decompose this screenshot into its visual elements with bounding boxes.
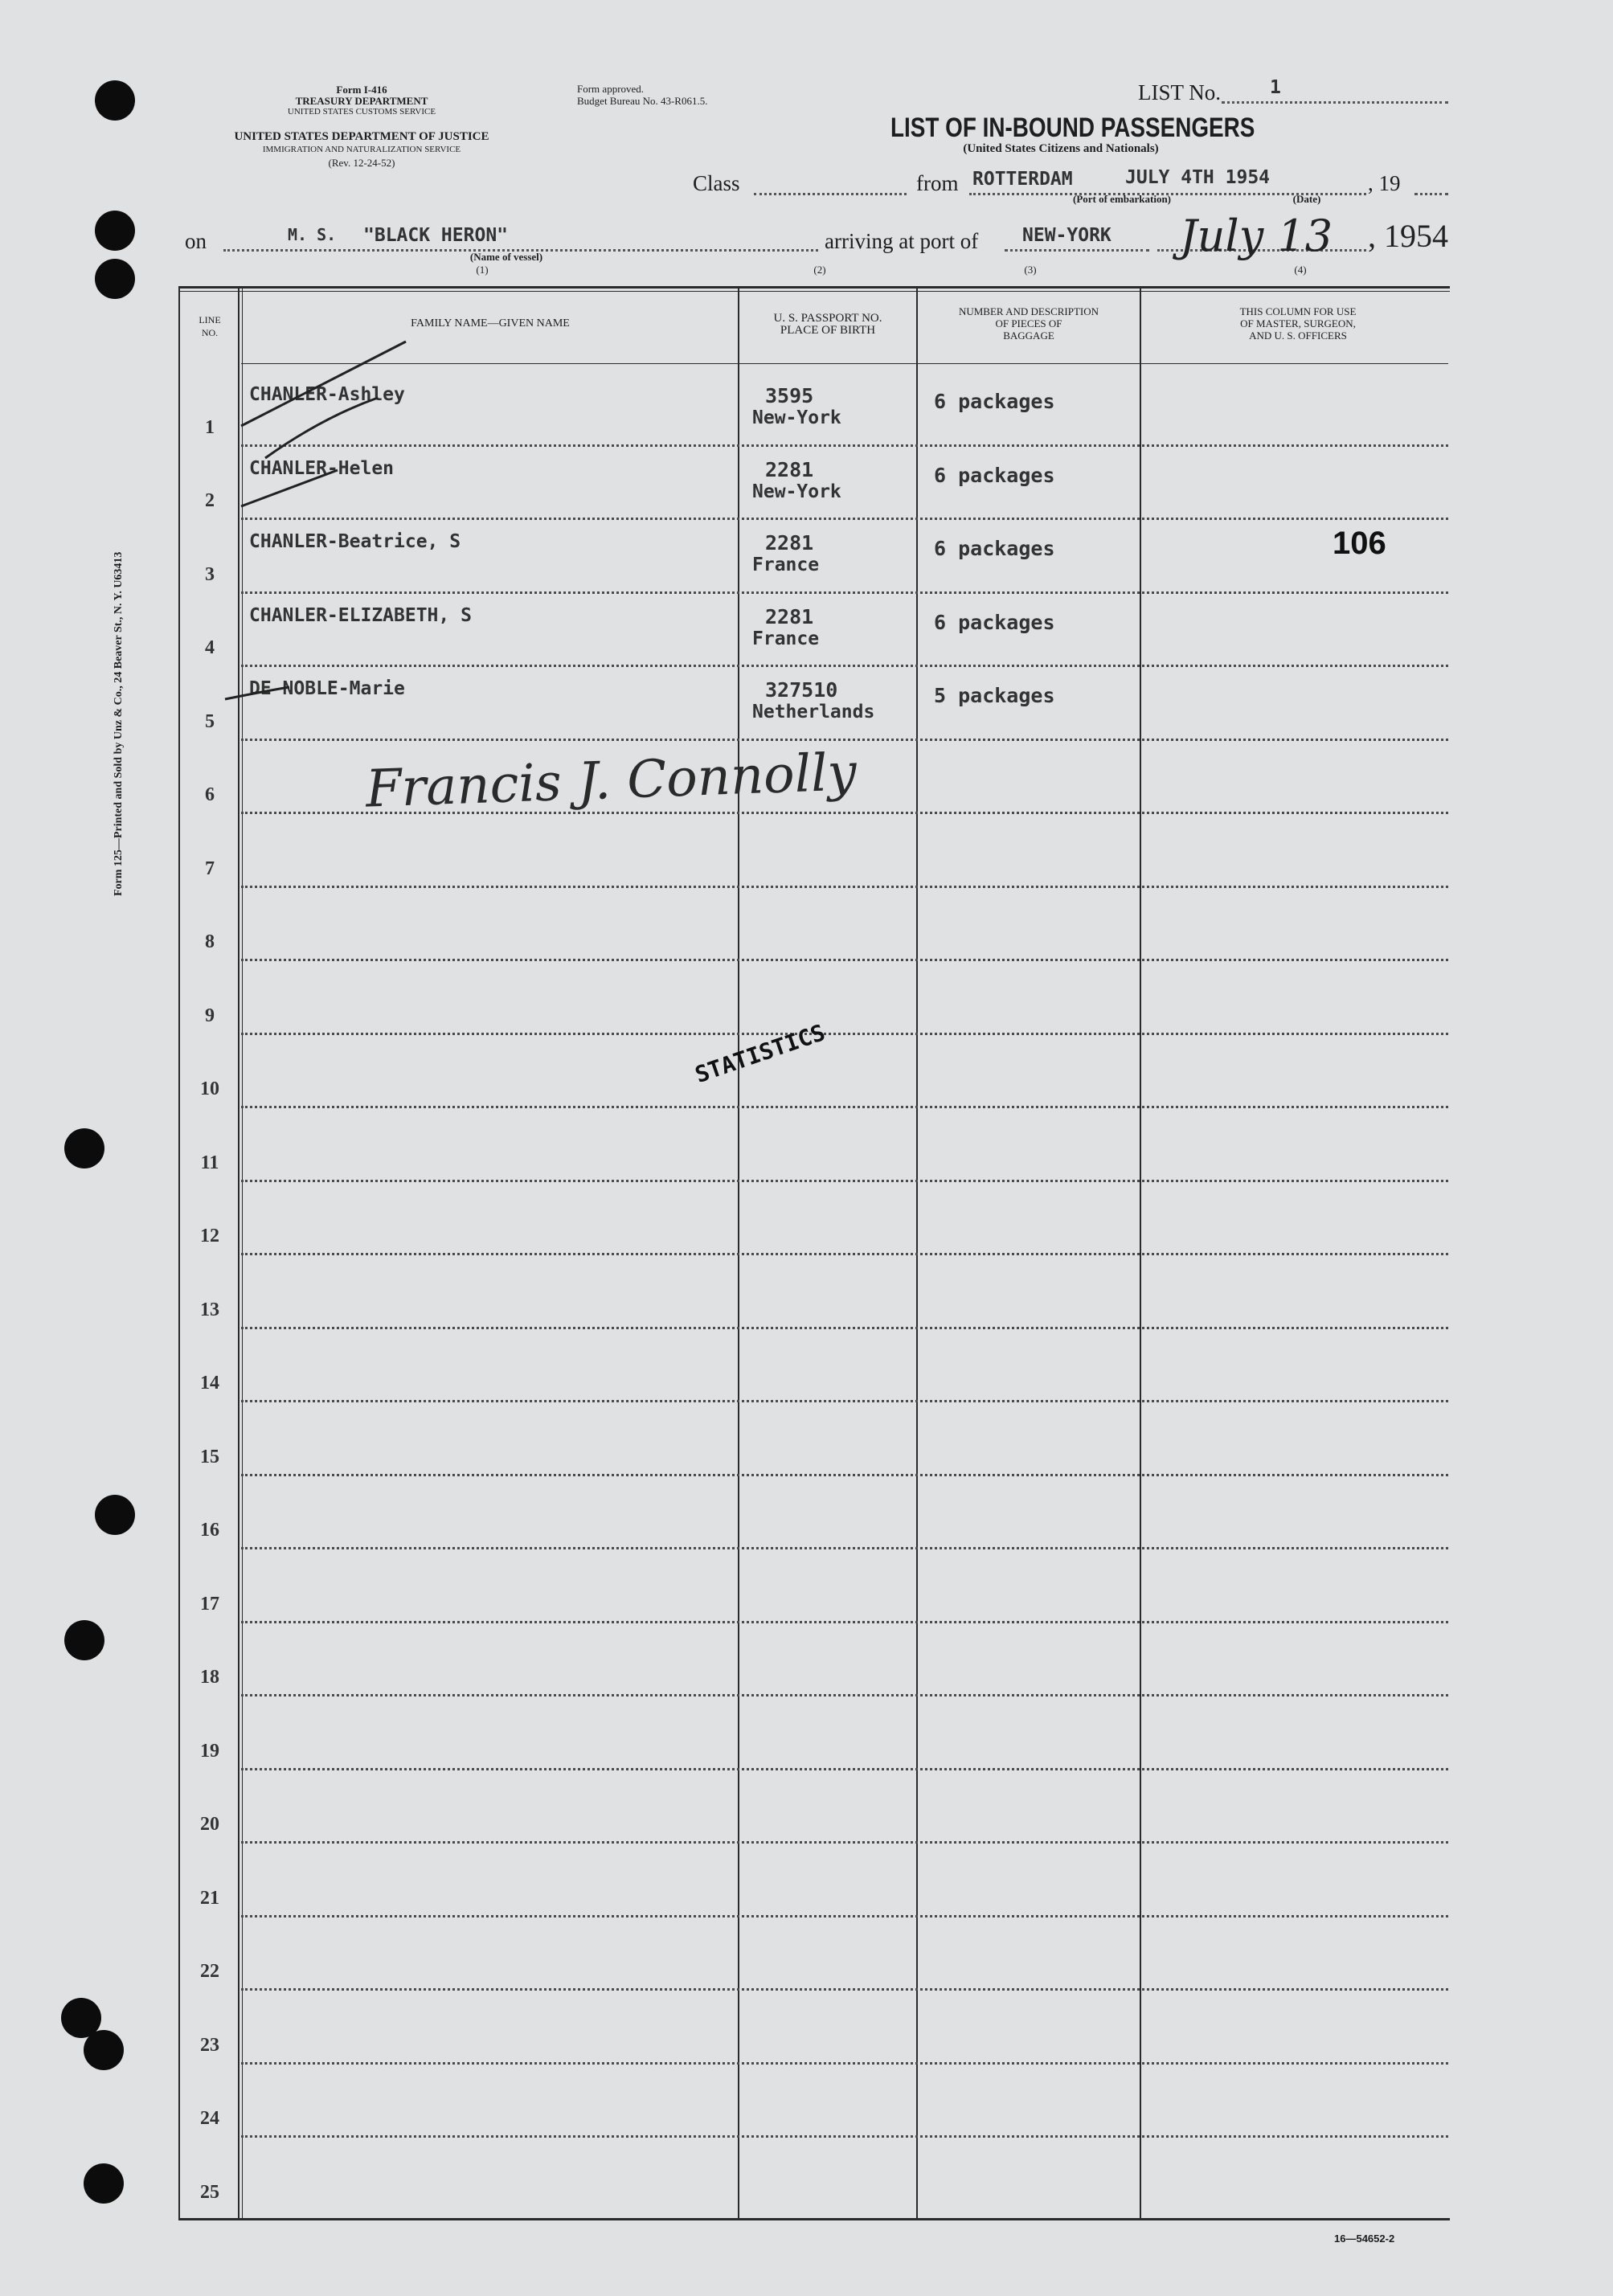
line-number: 1 [205,416,215,438]
passenger-name: DE NOBLE-Marie [249,678,405,699]
caption-4: (4) [1294,264,1307,276]
arrival-port: NEW-YORK [1022,225,1111,246]
line-number: 4 [205,637,215,658]
line-number: 25 [200,2181,219,2203]
line-number: 21 [200,1887,219,1909]
revision: (Rev. 12-24-52) [328,157,395,169]
arrival-date: July 13 [1180,211,1333,261]
embarkation-date: JULY 4TH 1954 [1125,167,1271,188]
vessel-caption: (Name of vessel) [469,251,543,263]
date-caption: (Date) [1292,193,1321,205]
caption-2: (2) [813,264,826,276]
line-number: 5 [205,710,215,732]
passenger-name: CHANLER-Helen [249,457,395,479]
line-number: 19 [200,1740,219,1762]
check-mark [241,342,406,426]
header-officers-1: THIS COLUMN FOR USE [1239,305,1357,317]
line-number: 15 [200,1446,219,1467]
check-mark [265,398,378,458]
line-number: 8 [205,931,215,952]
header-passport: U. S. PASSPORT NO. [773,312,882,325]
treasury-dept: TREASURY DEPARTMENT [295,95,428,107]
form-number: Form I-416 [336,84,387,96]
passport-number: 327510 [765,678,838,702]
line-number: 9 [205,1005,215,1026]
baggage-description: 6 packages [934,537,1055,560]
line-number: 18 [200,1667,219,1688]
class-label: Class [693,171,740,195]
passenger-name: CHANLER-ELIZABETH, S [249,604,472,626]
place-of-birth: France [752,555,820,575]
place-of-birth: New-York [752,481,841,502]
passport-number: 2281 [765,604,814,628]
port-of-embarkation: ROTTERDAM [972,169,1073,190]
header-officers-2: OF MASTER, SURGEON, [1240,317,1356,329]
passport-number: 2281 [765,531,814,555]
header-line-no: LINE NO. [199,314,221,338]
line-number: 10 [200,1078,219,1099]
passenger-name: CHANLER-Ashley [249,384,405,405]
ins-service: IMMIGRATION AND NATURALIZATION SERVICE [262,145,461,154]
form-approved: Form approved. [577,83,645,95]
customs-service: UNITED STATES CUSTOMS SERVICE [287,107,436,117]
passenger-name: CHANLER-Beatrice, S [249,531,461,552]
caption-1: (1) [476,264,489,276]
year-prefix: , 19 [1368,171,1401,195]
line-number: 20 [200,1814,219,1835]
line-number: 2 [205,490,215,511]
line-number: 17 [200,1593,219,1615]
page-title: LIST OF IN-BOUND PASSENGERS [890,113,1255,143]
on-label: on [185,229,207,253]
officer-signature: Francis J. Connolly [364,743,858,820]
list-no-value: 1 [1270,77,1281,98]
from-label: from [916,171,959,195]
line-number: 22 [200,1961,219,1982]
line-number: 7 [205,857,215,879]
line-number: 3 [205,563,215,585]
passport-number: 2281 [765,457,814,481]
check-mark [241,470,338,506]
place-of-birth: Netherlands [752,702,875,722]
header-baggage-3: BAGGAGE [1003,329,1054,342]
line-number: 14 [200,1373,219,1394]
port-caption: (Port of embarkation) [1072,193,1172,205]
line-number: 16 [200,1520,219,1541]
vessel-prefix: M. S. [288,225,337,244]
justice-dept: UNITED STATES DEPARTMENT OF JUSTICE [234,130,489,143]
caption-3: (3) [1024,264,1037,276]
page-subtitle: (United States Citizens and Nationals) [963,142,1159,155]
header-baggage-2: OF PIECES OF [995,317,1062,329]
arriving-label: arriving at port of [825,229,979,253]
baggage-description: 6 packages [934,610,1055,634]
arrival-year: , 1954 [1368,218,1448,254]
officer-note: 106 [1333,526,1386,561]
list-no-label: LIST No. [1138,80,1222,104]
passport-number: 3595 [765,384,814,407]
line-number: 24 [200,2108,219,2129]
header-baggage-1: NUMBER AND DESCRIPTION [958,305,1099,317]
header-birthplace: PLACE OF BIRTH [780,324,876,337]
place-of-birth: France [752,628,820,649]
line-number: 12 [200,1226,219,1246]
printer-side-text: Form 125—Printed and Sold by Unz & Co., 24 Beaver St., N. Y. U63413 [113,551,125,896]
header-officers-3: AND U. S. OFFICERS [1249,329,1347,342]
line-number: 13 [200,1299,219,1320]
check-mark [225,687,289,699]
header-name: FAMILY NAME—GIVEN NAME [411,317,570,329]
line-number: 6 [205,784,215,805]
footer-code: 16—54652-2 [1334,2233,1395,2245]
line-number: 11 [200,1152,219,1173]
vessel-name: "BLACK HERON" [363,225,509,246]
place-of-birth: New-York [752,407,841,428]
line-number: 23 [200,2034,219,2056]
baggage-description: 6 packages [934,390,1055,413]
budget-bureau: Budget Bureau No. 43-R061.5. [577,95,708,107]
baggage-description: 6 packages [934,463,1055,487]
statistics-stamp: STATISTICS [691,1019,829,1089]
baggage-description: 5 packages [934,684,1055,707]
